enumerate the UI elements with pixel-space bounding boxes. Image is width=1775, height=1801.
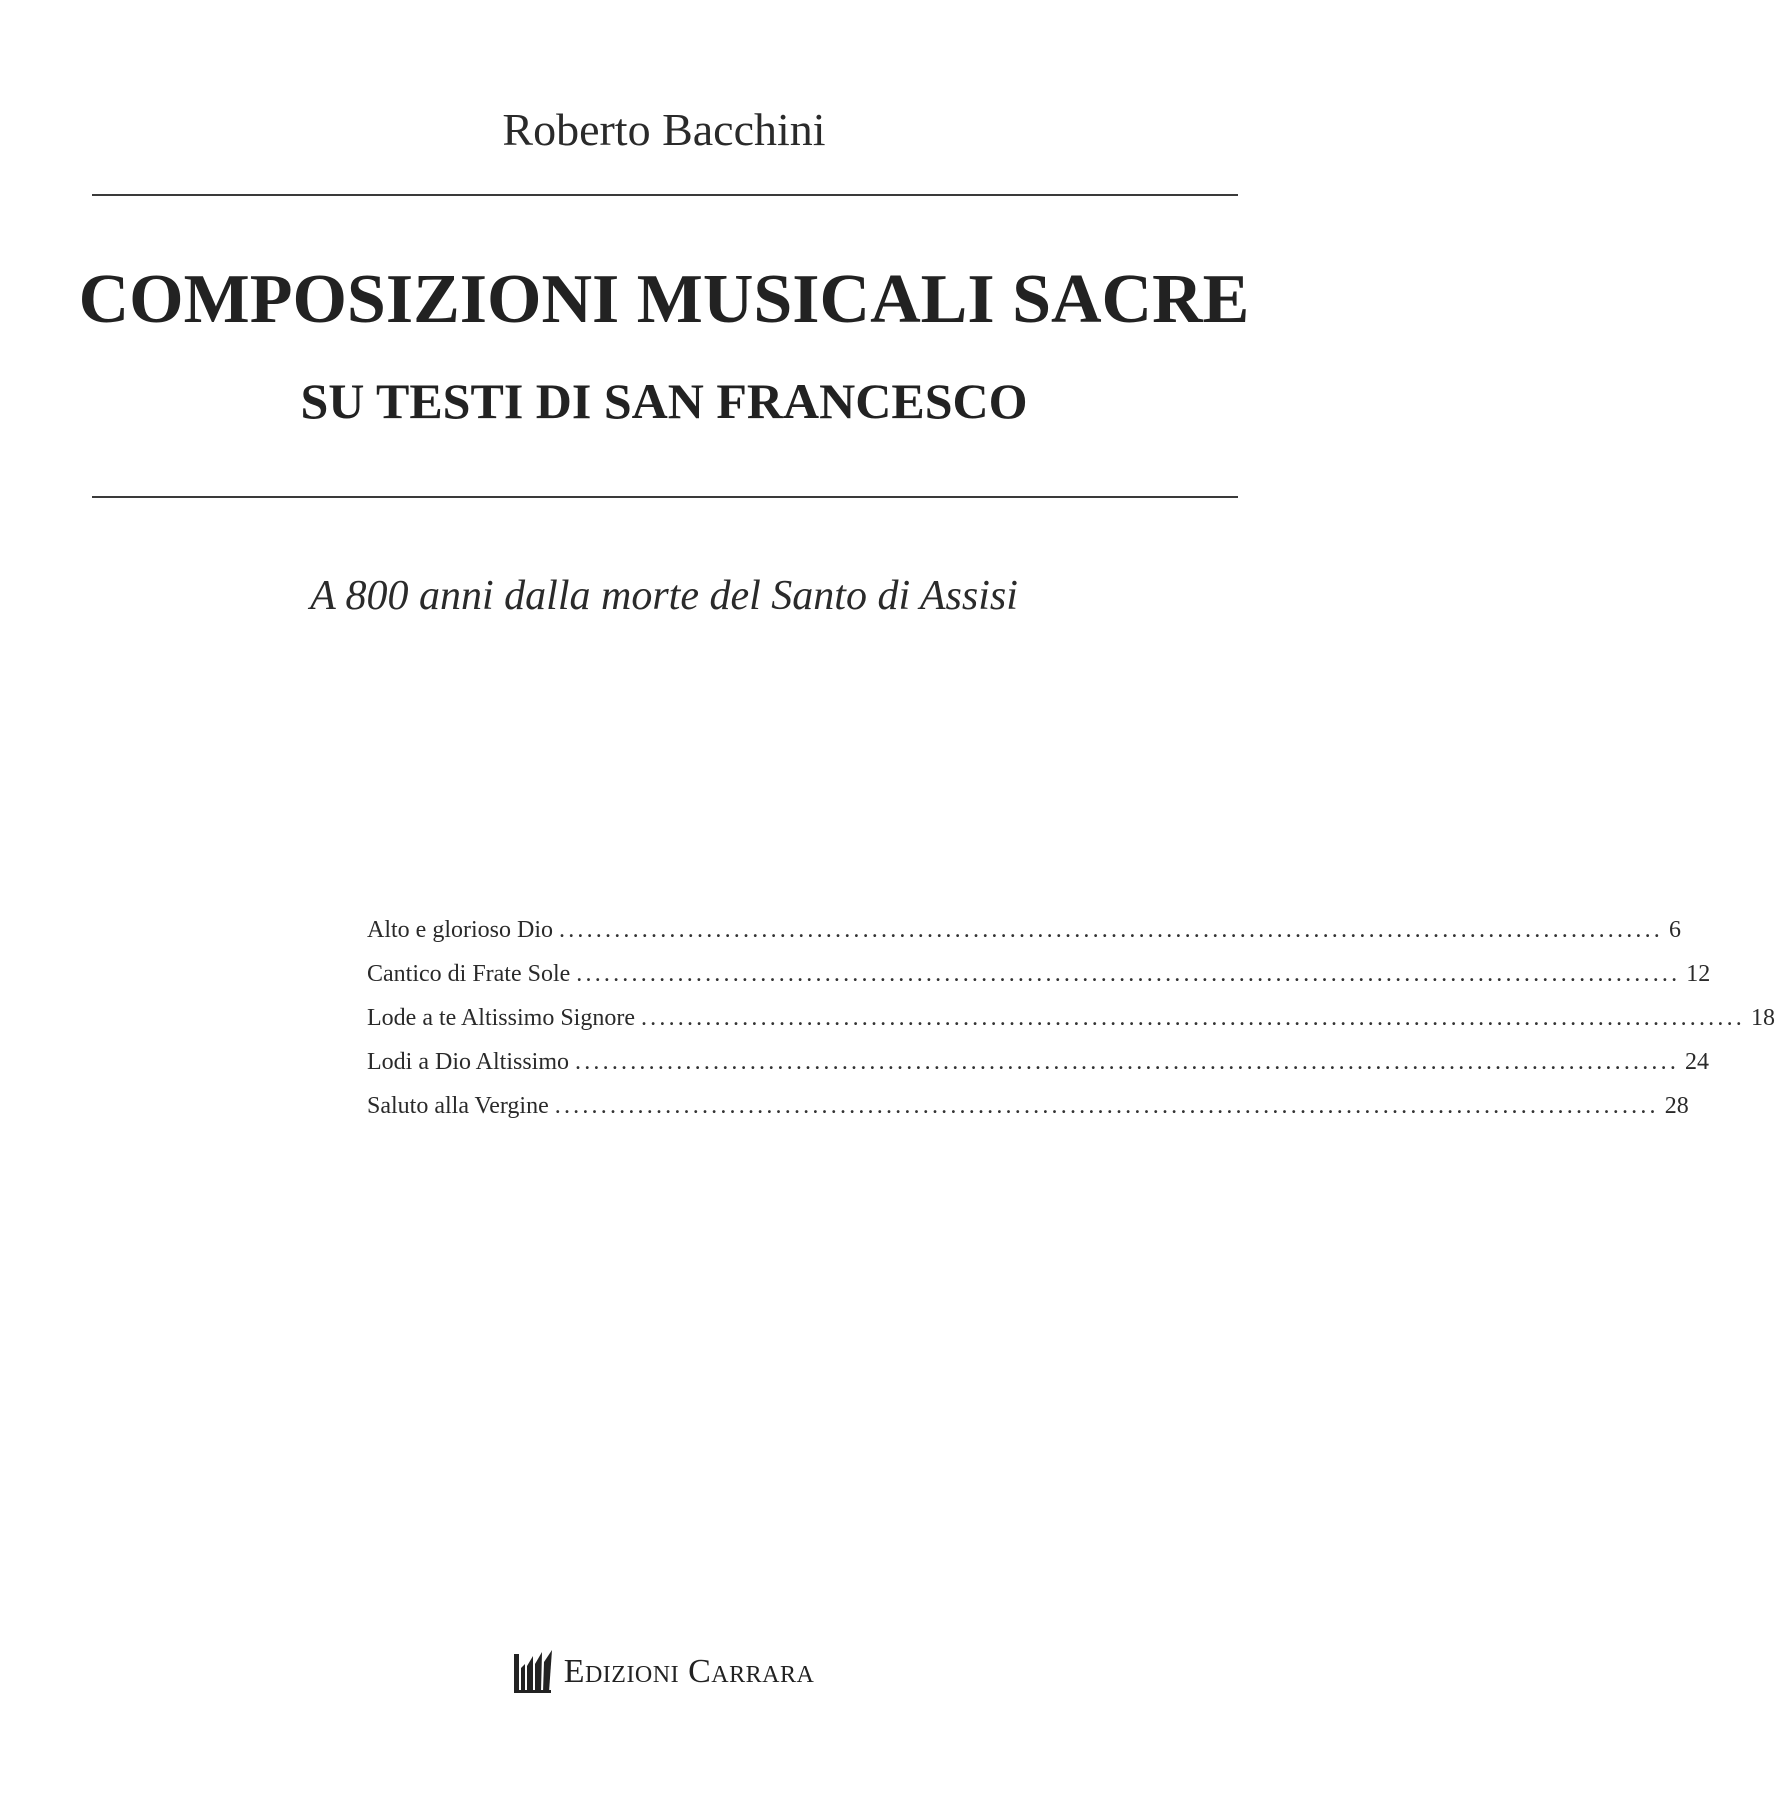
toc-leader-dots: ........................................................................................................................ [554,1093,1659,1119]
toc-leader-dots: ........................................................................................................................ [640,1005,1745,1031]
toc-entry [367,1084,1689,1128]
toc-leader-dots: ........................................................................................................................ [559,917,1663,943]
book-title: COMPOSIZIONI MUSICALI SACRE [78,261,1250,338]
table-of-contents [367,908,1775,1128]
toc-entry-title: Lode a te Altissimo Signore [367,1005,635,1031]
toc-entry-title: Lodi a Dio Altissimo [367,1049,570,1075]
toc-entry [367,1040,1710,1084]
top-divider [92,194,1238,196]
toc-entry-page: 28 [1664,1093,1689,1119]
toc-entry [367,908,1681,952]
toc-entry-title: Alto e glorioso Dio [367,917,553,943]
toc-entry [367,952,1711,996]
author-name: Roberto Bacchini [502,104,826,155]
toc-leader-dots: ........................................................................................................................ [576,961,1681,987]
bottom-divider [92,496,1238,498]
toc-entry-title: Cantico di Frate Sole [367,961,571,987]
toc-entry-title: Saluto alla Vergine [367,1093,549,1119]
publisher-imprint [0,1650,1328,1694]
book-subtitle: SU TESTI DI SAN FRANCESCO [300,373,1028,429]
toc-entry [367,996,1775,1040]
publisher-logo-icon [514,1650,554,1694]
toc-entry-page: 12 [1686,961,1711,987]
toc-entry-page: 18 [1750,1005,1775,1031]
toc-leader-dots: ........................................................................................................................ [575,1049,1680,1075]
toc-entry-page: 24 [1685,1049,1710,1075]
toc-entry-page: 6 [1669,917,1681,943]
dedication: A 800 anni dalla morte del Santo di Assisi [310,573,1018,619]
publisher-name: Edizioni Carrara [563,1653,815,1690]
